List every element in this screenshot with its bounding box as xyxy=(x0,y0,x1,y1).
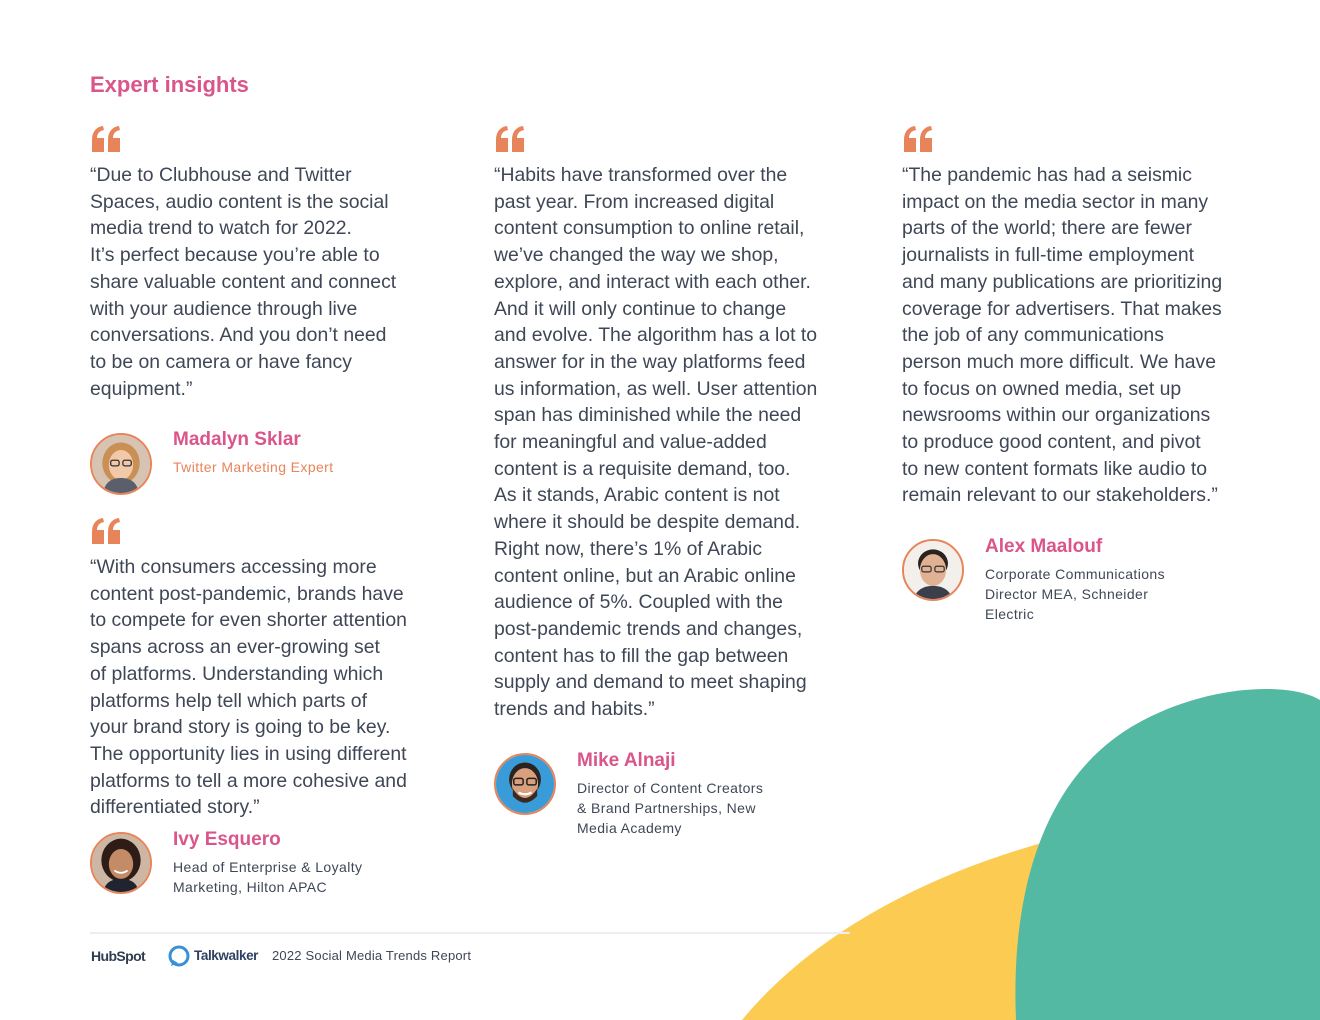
teal-blob-shape xyxy=(1015,689,1320,1020)
quote-mark-icon xyxy=(494,126,526,152)
page-title: Expert insights xyxy=(90,72,249,97)
person-title: Twitter Marketing Expert xyxy=(173,459,334,475)
quote-text: “Habits have transformed over the past year. From increased digital content consumption to online retail, we’ve changed the way we shop, explore, and interact with each other. And it will only continue to change and evolve. The algorithm has a lot to answer for in the way platforms feed us information, as well. User attention span has diminished while the need for meaningful and value-added content is a requisite demand, too. As it stands, Arabic content is not where it should be despite demand. Right now, there’s 1% of Arabic content online, but an Arabic online audience of 5%. Coupled with the post-pandemic trends and changes, content has to fill the gap between supply and demand to meet shaping trends and habits.” xyxy=(494,164,818,721)
person-title: Head of Enterprise & Loyalty Marketing, Hilton APAC xyxy=(173,859,363,895)
avatar xyxy=(90,832,152,894)
quote-mark-icon xyxy=(90,518,122,544)
portrait-icon xyxy=(92,834,150,892)
portrait-icon xyxy=(92,435,150,493)
hubspot-logo: HubSpot xyxy=(91,948,146,964)
person-name: Alex Maalouf xyxy=(985,536,1103,557)
report-title: 2022 Social Media Trends Report xyxy=(272,948,472,963)
portrait-icon xyxy=(904,541,962,599)
person-title: Director of Content Creators & Brand Partnerships, New Media Academy xyxy=(577,780,764,836)
quote-text: “The pandemic has had a seismic impact on the media sector in many parts of the world; there are fewer journalists in full-time employment and many publications are prioritizing coverage for advertisers. That makes the job of any communications person much more difficult. We have to focus on owned media, set up newsrooms within our organizations to produce good content, and pivot to new content formats like audio to remain relevant to our stakeholders.” xyxy=(902,164,1223,507)
avatar xyxy=(90,433,152,495)
footer-divider xyxy=(90,932,850,934)
talkwalker-logo: Talkwalker xyxy=(194,948,259,963)
portrait-icon xyxy=(496,755,554,813)
person-title: Corporate Communications Director MEA, Schneider Electric xyxy=(985,566,1166,622)
quote-text: “Due to Clubhouse and Twitter Spaces, audio content is the social media trend to watch for 2022. It’s perfect because you’re able to share valuable content and connect with your audience through live conversations. And you don’t need to be on camera or have fancy equipment.” xyxy=(90,164,397,400)
talkwalker-logo-icon xyxy=(168,945,190,967)
avatar xyxy=(494,753,556,815)
quote-text: “With consumers accessing more content post-pandemic, brands have to compete for even shorter attention spans across an ever-growing set of platforms. Understanding which platforms help tell which parts of your brand story is going to be key. The opportunity lies in using different platforms to tell a more cohesive and differentiated story.” xyxy=(90,556,407,819)
person-name: Ivy Esquero xyxy=(173,829,281,850)
quote-mark-icon xyxy=(902,126,934,152)
quote-mark-icon xyxy=(90,126,122,152)
avatar xyxy=(902,539,964,601)
person-name: Madalyn Sklar xyxy=(173,429,301,450)
person-name: Mike Alnaji xyxy=(577,750,676,771)
